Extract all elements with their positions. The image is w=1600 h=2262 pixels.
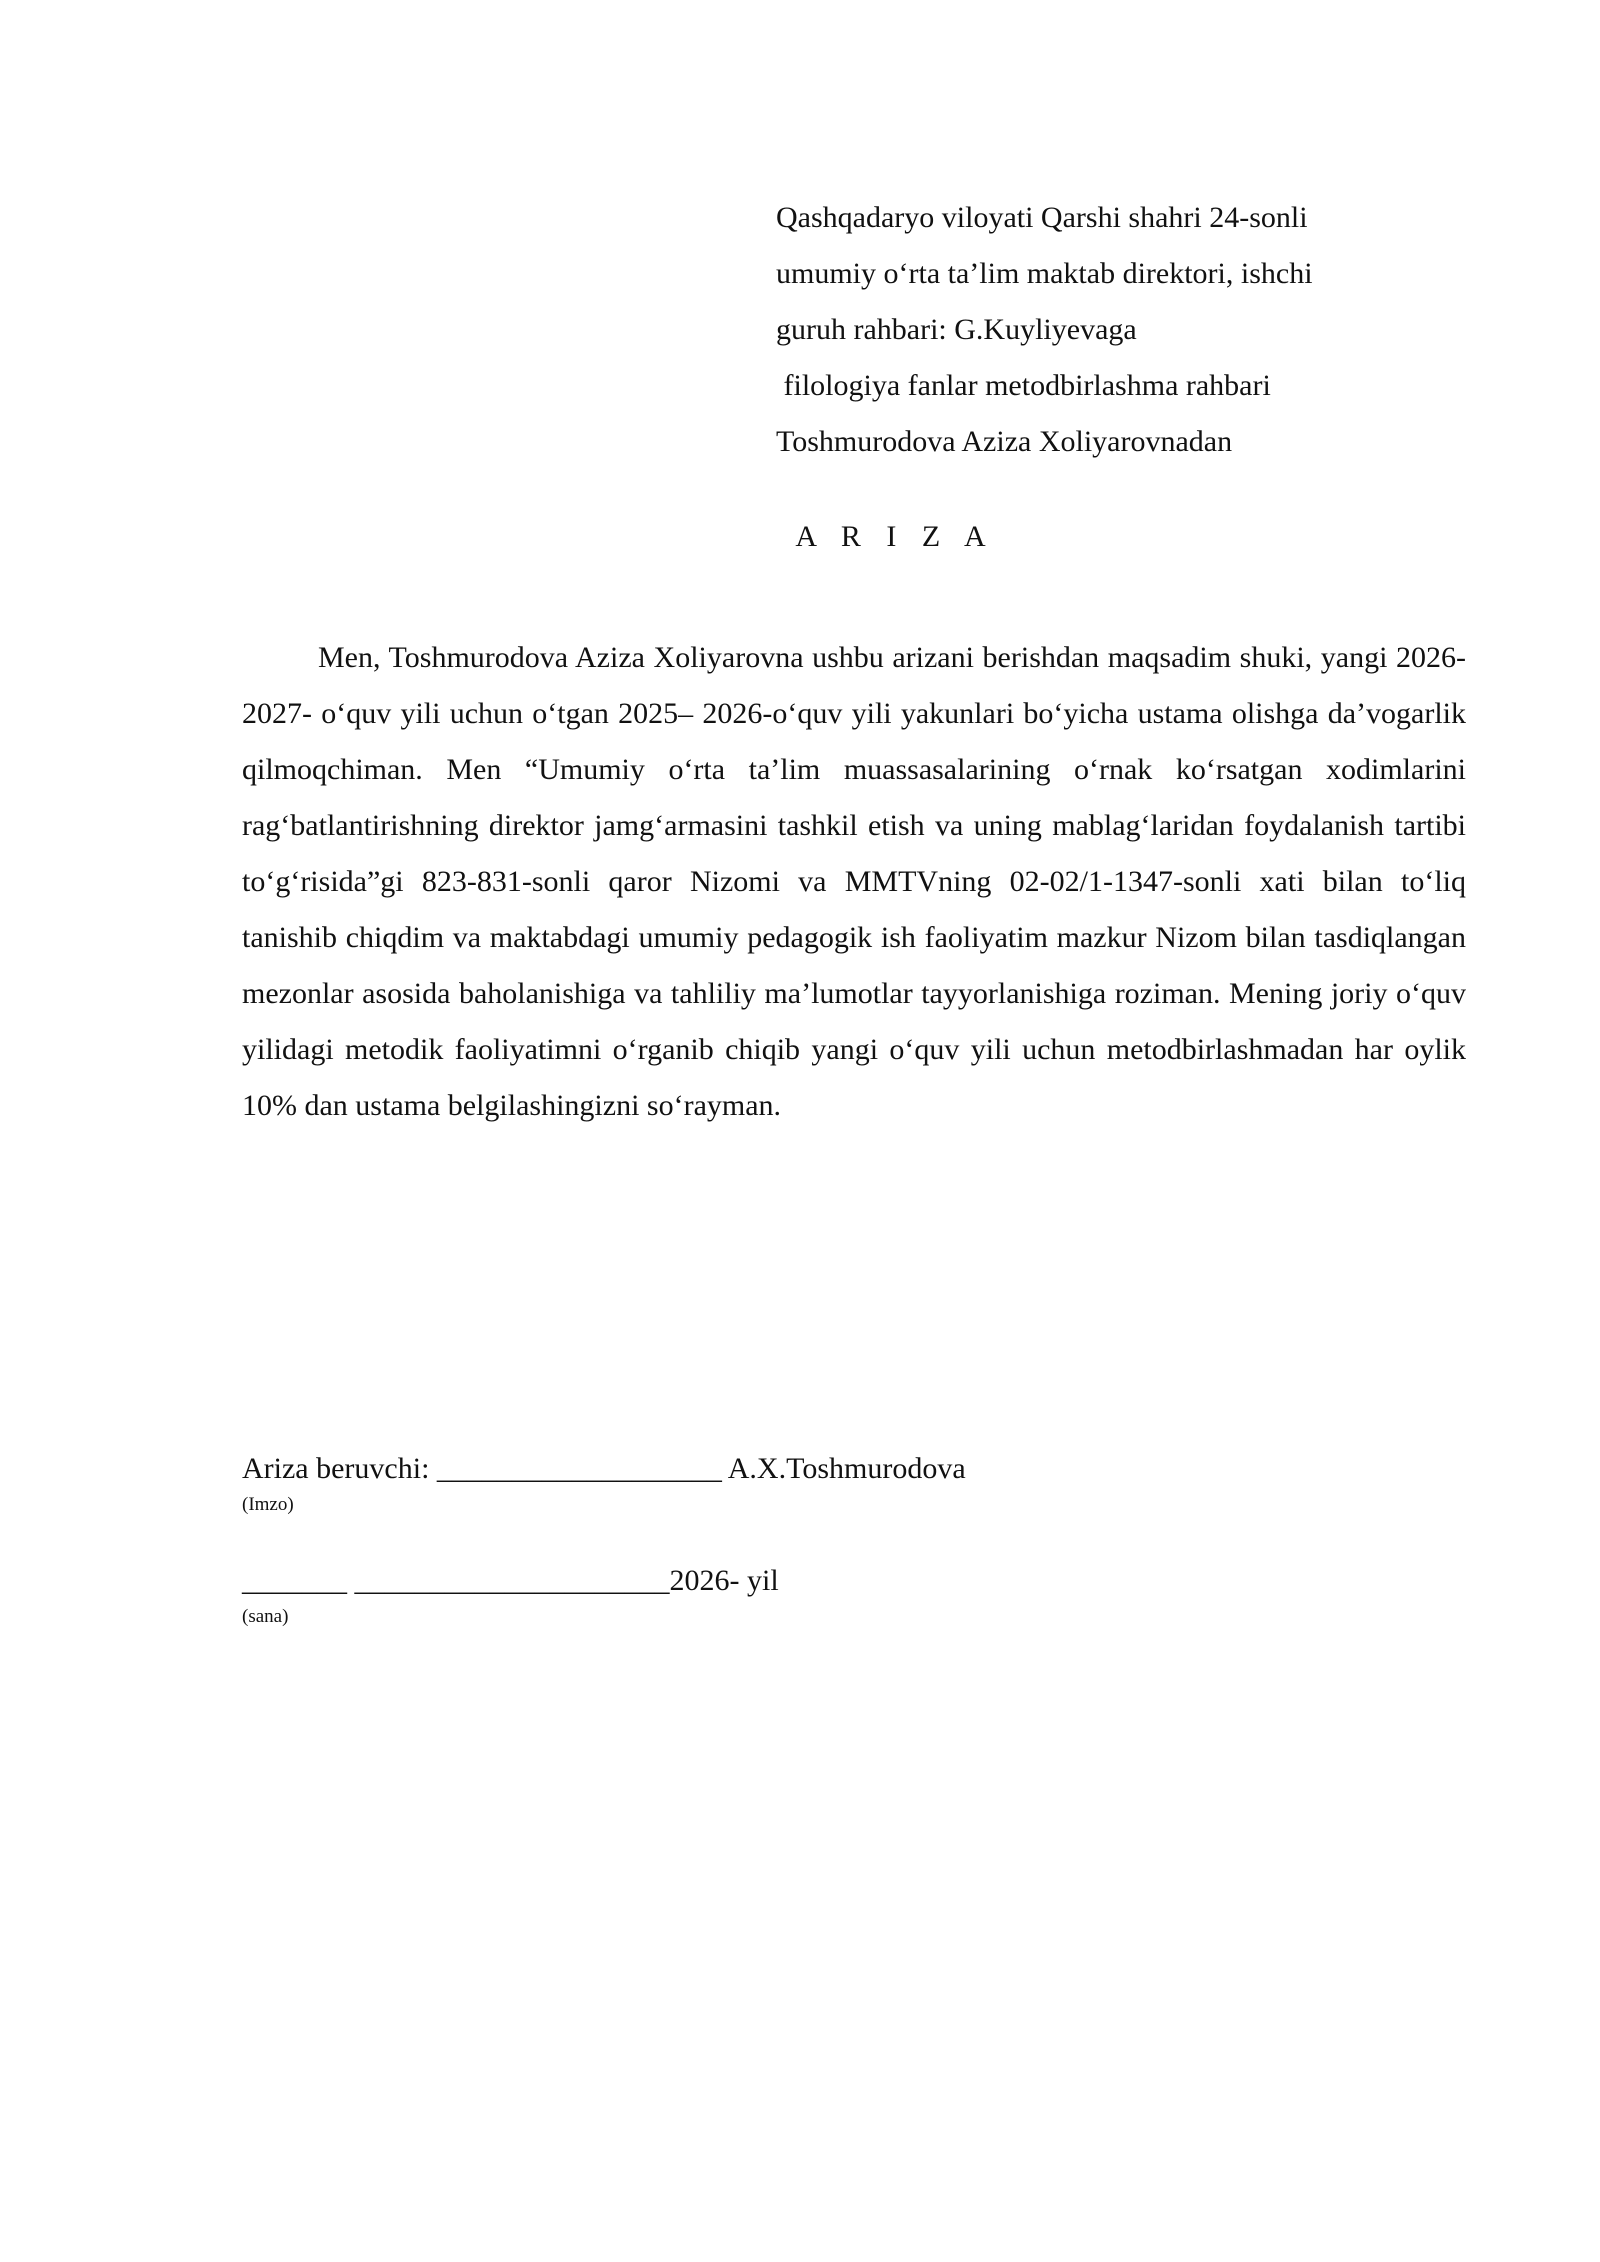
signature-line: Ariza beruvchi: ___________________ A.X.Toshmurodova bbox=[242, 1452, 966, 1485]
body-paragraph: Men, Toshmurodova Aziza Xoliyarovna ushbu arizani berishdan maqsadim shuki, yangi 2026- 2027- o‘quv yili uchun o‘tgan 2025– 2026-o‘quv yili yakunlari bo‘yicha ustama olishga da’vogarlik qilmoqchiman. Men “Umumiy o‘rta ta’lim muassasalarining o‘rnak ko‘rsatgan xodimlarini rag‘batlantirishning direktor jamg‘armasini tashkil etish va uning mablag‘laridan foydalanish tartibi to‘g‘risida”gi 823-831-sonli qaror Nizomi va MMTVning 02-02/1-1347-sonli xati bilan to‘liq tanishib chiqdim va maktabdagi umumiy pedagogik ish faoliyatim mazkur Nizom bilan tasdiqlangan mezonlar asosida baholanishiga va tahliliy ma’lumotlar tayyorlanishiga roziman. Mening joriy o‘quv yilidagi metodik faoliyatimni o‘rganib chiqib yangi o‘quv yili uchun metodbirlashmadan har oylik 10% dan ustama belgilashingizni so‘rayman. bbox=[242, 641, 1466, 1122]
addressee-line-2: umumiy o‘rta ta’lim maktab direktori, ishchi bbox=[776, 257, 1313, 290]
date-line: _______ _____________________2026- yil bbox=[242, 1564, 779, 1597]
date-caption: (sana) bbox=[242, 1606, 289, 1627]
addressee-line-5: Toshmurodova Aziza Xoliyarovnadan bbox=[776, 425, 1233, 458]
document-title: A R I Z A bbox=[795, 520, 995, 553]
signature-caption: (Imzo) bbox=[242, 1494, 294, 1515]
addressee-line-3: guruh rahbari: G.Kuyliyevaga bbox=[776, 313, 1137, 346]
addressee-block bbox=[776, 190, 1396, 470]
addressee-line-1: Qashqadaryo viloyati Qarshi shahri 24-sonli bbox=[776, 201, 1308, 234]
addressee-line-4: filologiya fanlar metodbirlashma rahbari bbox=[776, 369, 1271, 402]
